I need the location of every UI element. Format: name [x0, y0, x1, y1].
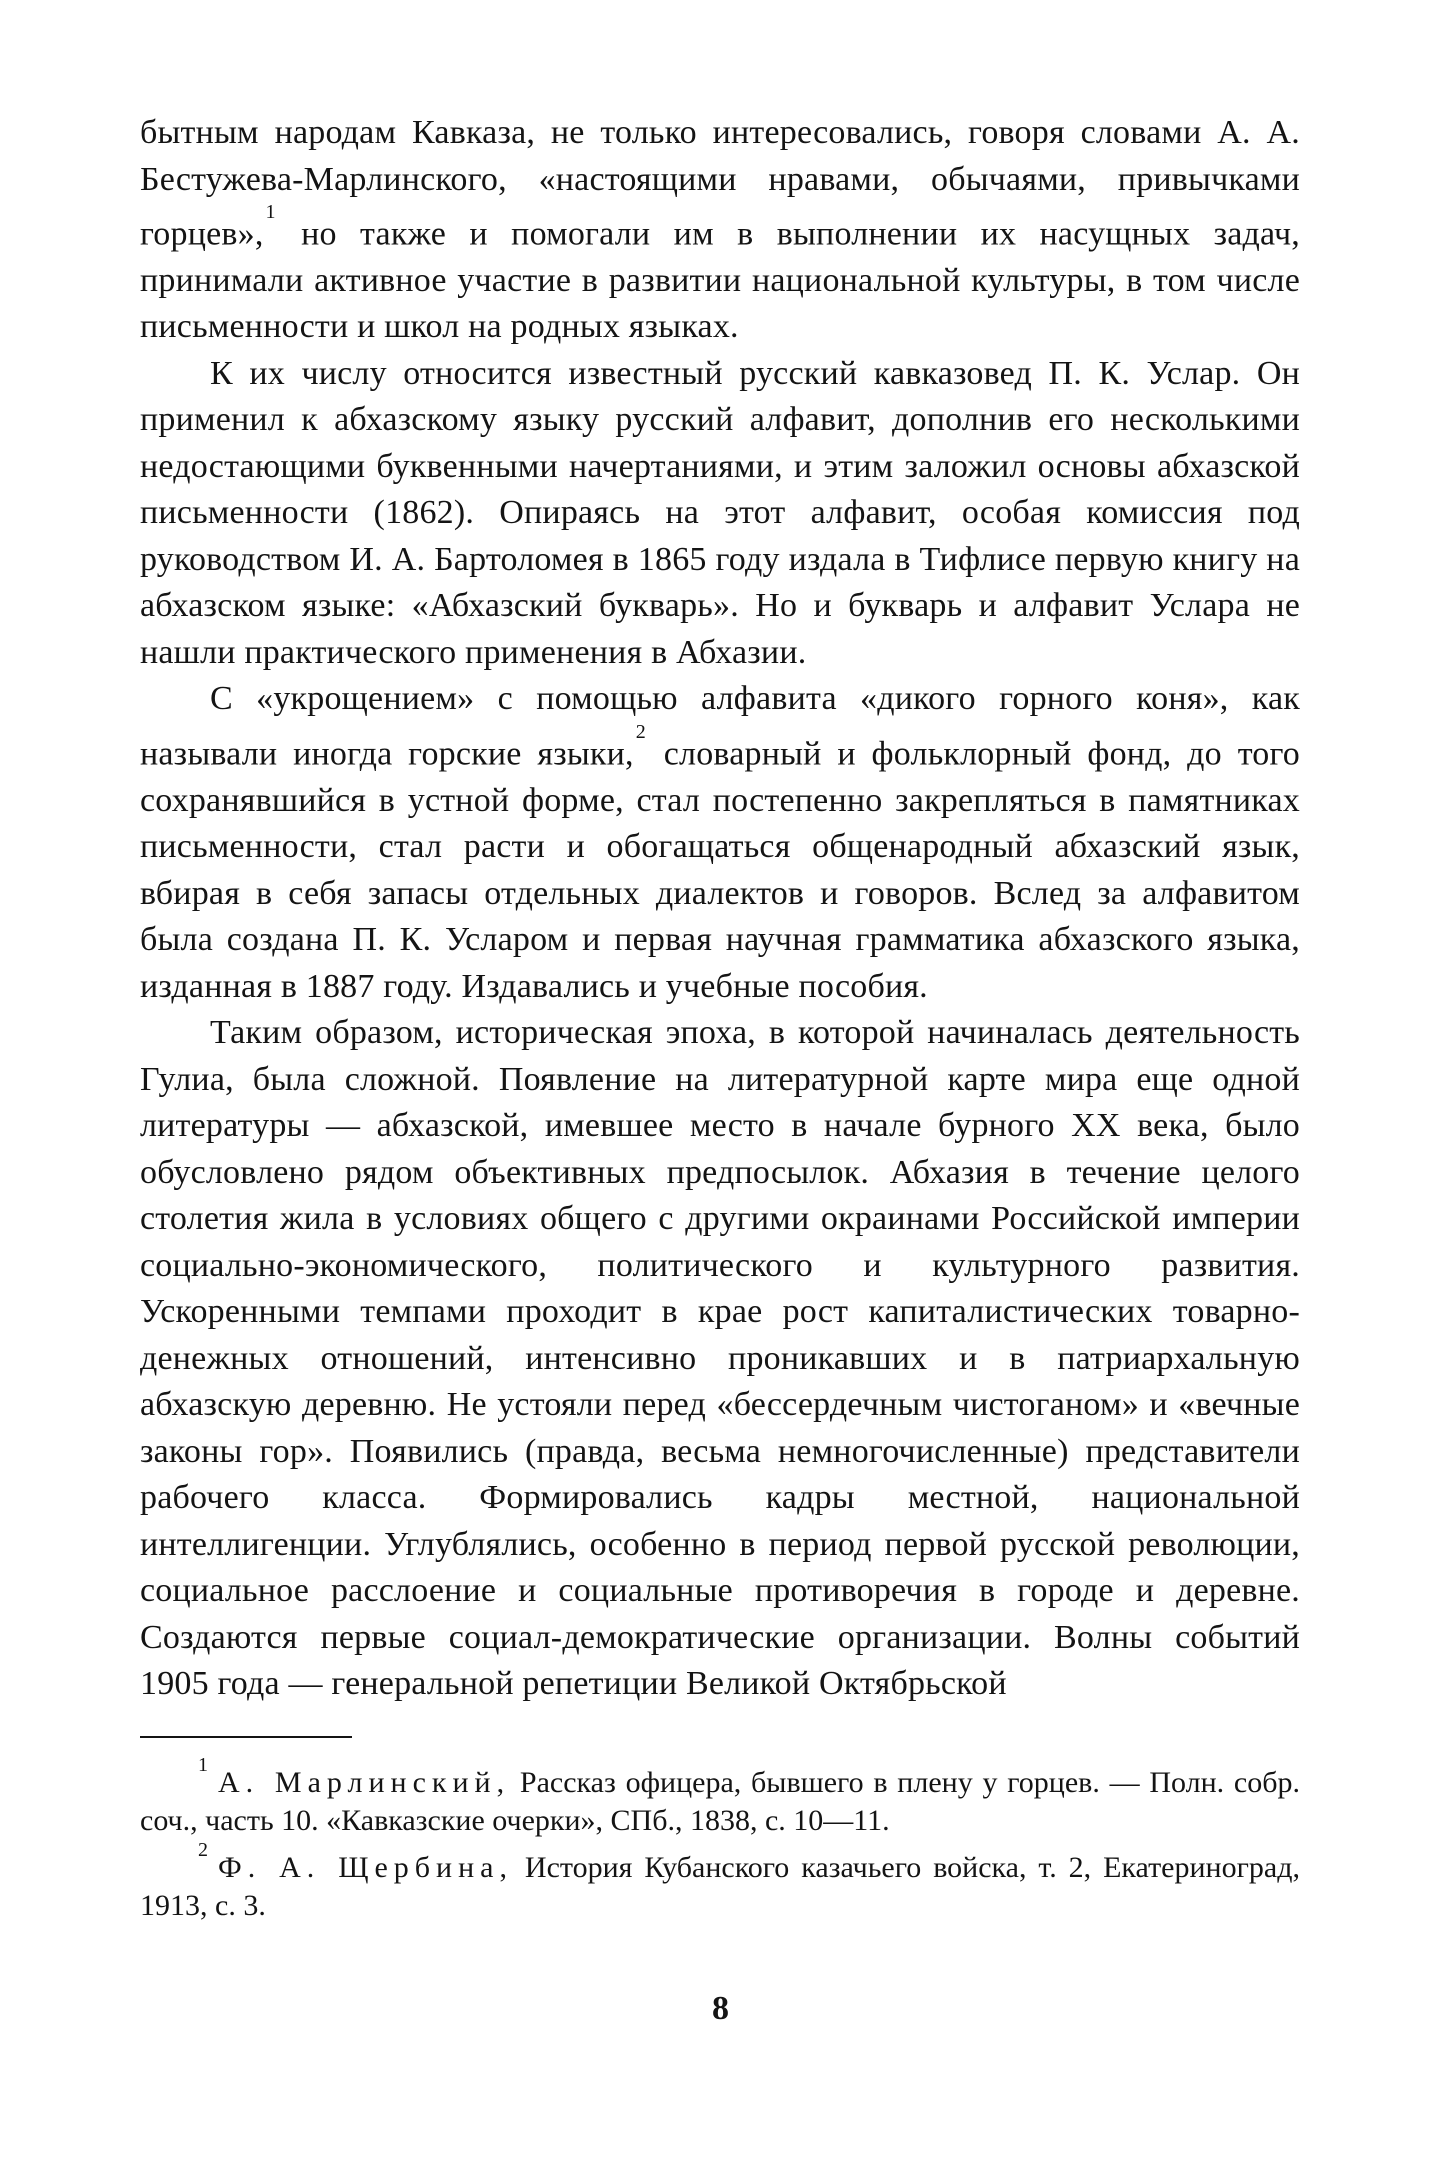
paragraph-3-text-cont: словарный и фольклорный фонд, до того сохранявшийся в устной форме, стал постепенно закрепляться в памятниках письменности, стал расти и обогащаться общенародный абхазский язык, вбирая в себя запасы отдельных диалектов и говоров. Вслед за алфавитом была создана П. К. Усларом и первая научная грамматика абхазского языка, изданная в 1887 году. Издавались и учебные пособия.: [140, 735, 1300, 1005]
footnote-2-text: История Кубанского казачьего войска, т. 2, Екатериноград, 1913, с. 3.: [140, 1850, 1300, 1923]
footnotes: [140, 1753, 1301, 1926]
paragraph-4: [140, 1010, 1300, 1708]
footnote-2: [140, 1838, 1300, 1926]
paragraph-3: [140, 676, 1300, 1010]
footnote-ref-2[interactable]: 2: [635, 720, 646, 743]
paragraph-2-text: К их числу относится известный русский кавказовед П. К. Услар. Он применил к абхазскому языку русский алфавит, дополнив его несколькими недостающими буквенными начертаниями, и этим заложил основы абхазской письменности (1862). Опираясь на этот алфавит, особая комиссия под руководством И. А. Бартоломея в 1865 году издала в Тифлисе первую книгу на абхазском языке: «Абхазский букварь». Но и букварь и алфавит Услара не нашли практического применения в Абхазии.: [140, 354, 1300, 671]
paragraph-1-text-cont: но также и помогали им в выполнении их насущных задач, принимали активное участие в развитии национальной культуры, в том числе письменности и школ на родных языках.: [140, 215, 1300, 346]
footnote-2-mark: 2: [198, 1838, 208, 1861]
footnote-1: [140, 1753, 1301, 1841]
footnote-divider: [140, 1736, 352, 1738]
paragraph-4-text: Таким образом, историческая эпоха, в которой начиналась деятельность Гулиа, была сложной. Появление на литературной карте мира еще одной литературы — абхазской, имевшее место в начале бурного XX века, было обусловлено рядом объективных предпосылок. Абхазия в течение целого столетия жила в условиях общего с другими окраинами Российской империи социально-экономического, политического и культурного развития. Ускоренными темпами проходит в крае рост капиталистических товарно-денежных отношений, интенсивно проникавших и в патриархальную абхазскую деревню. Не устояли перед «бессердечным чистоганом» и «вечные законы гор». Появились (правда, весьма немногочисленные) представители рабочего класса. Формировались кадры местной, национальной интеллигенции. Углублялись, особенно в период первой русской революции, социальное расслоение и социальные противоречия в городе и деревне. Создаются первые социал-демократические организации. Волны событий 1905 года — генеральной репетиции Великой Октябрьской: [140, 1014, 1300, 1703]
page-body: [140, 110, 1300, 1926]
page-number: 8: [712, 1990, 729, 2027]
paragraph-2: [140, 351, 1300, 677]
footnote-ref-1[interactable]: 1: [265, 201, 276, 223]
paragraph-3-text: С «укрощением» с помощью алфавита «дикого горного коня», как называли иногда горские языки,: [140, 680, 1300, 773]
paragraph-1-text: бытным народам Кавказа, не только интересовались, говоря словами А. А. Бестужева-Марлинского, «настоящими нравами, обычаями, привычками горцев»,: [140, 114, 1300, 253]
footnote-1-author: А. Марлинский,: [218, 1765, 511, 1799]
footnote-1-mark: 1: [198, 1753, 208, 1776]
main-text: [140, 110, 1300, 1708]
paragraph-1: [140, 110, 1300, 351]
footnote-1-text: Рассказ офицера, бывшего в плену у горцев. — Полн. собр. соч., часть 10. «Кавказские очерки», СПб., 1838, с. 10—11.: [140, 1765, 1301, 1838]
footnote-2-author: Ф. А. Щербина,: [218, 1850, 513, 1884]
